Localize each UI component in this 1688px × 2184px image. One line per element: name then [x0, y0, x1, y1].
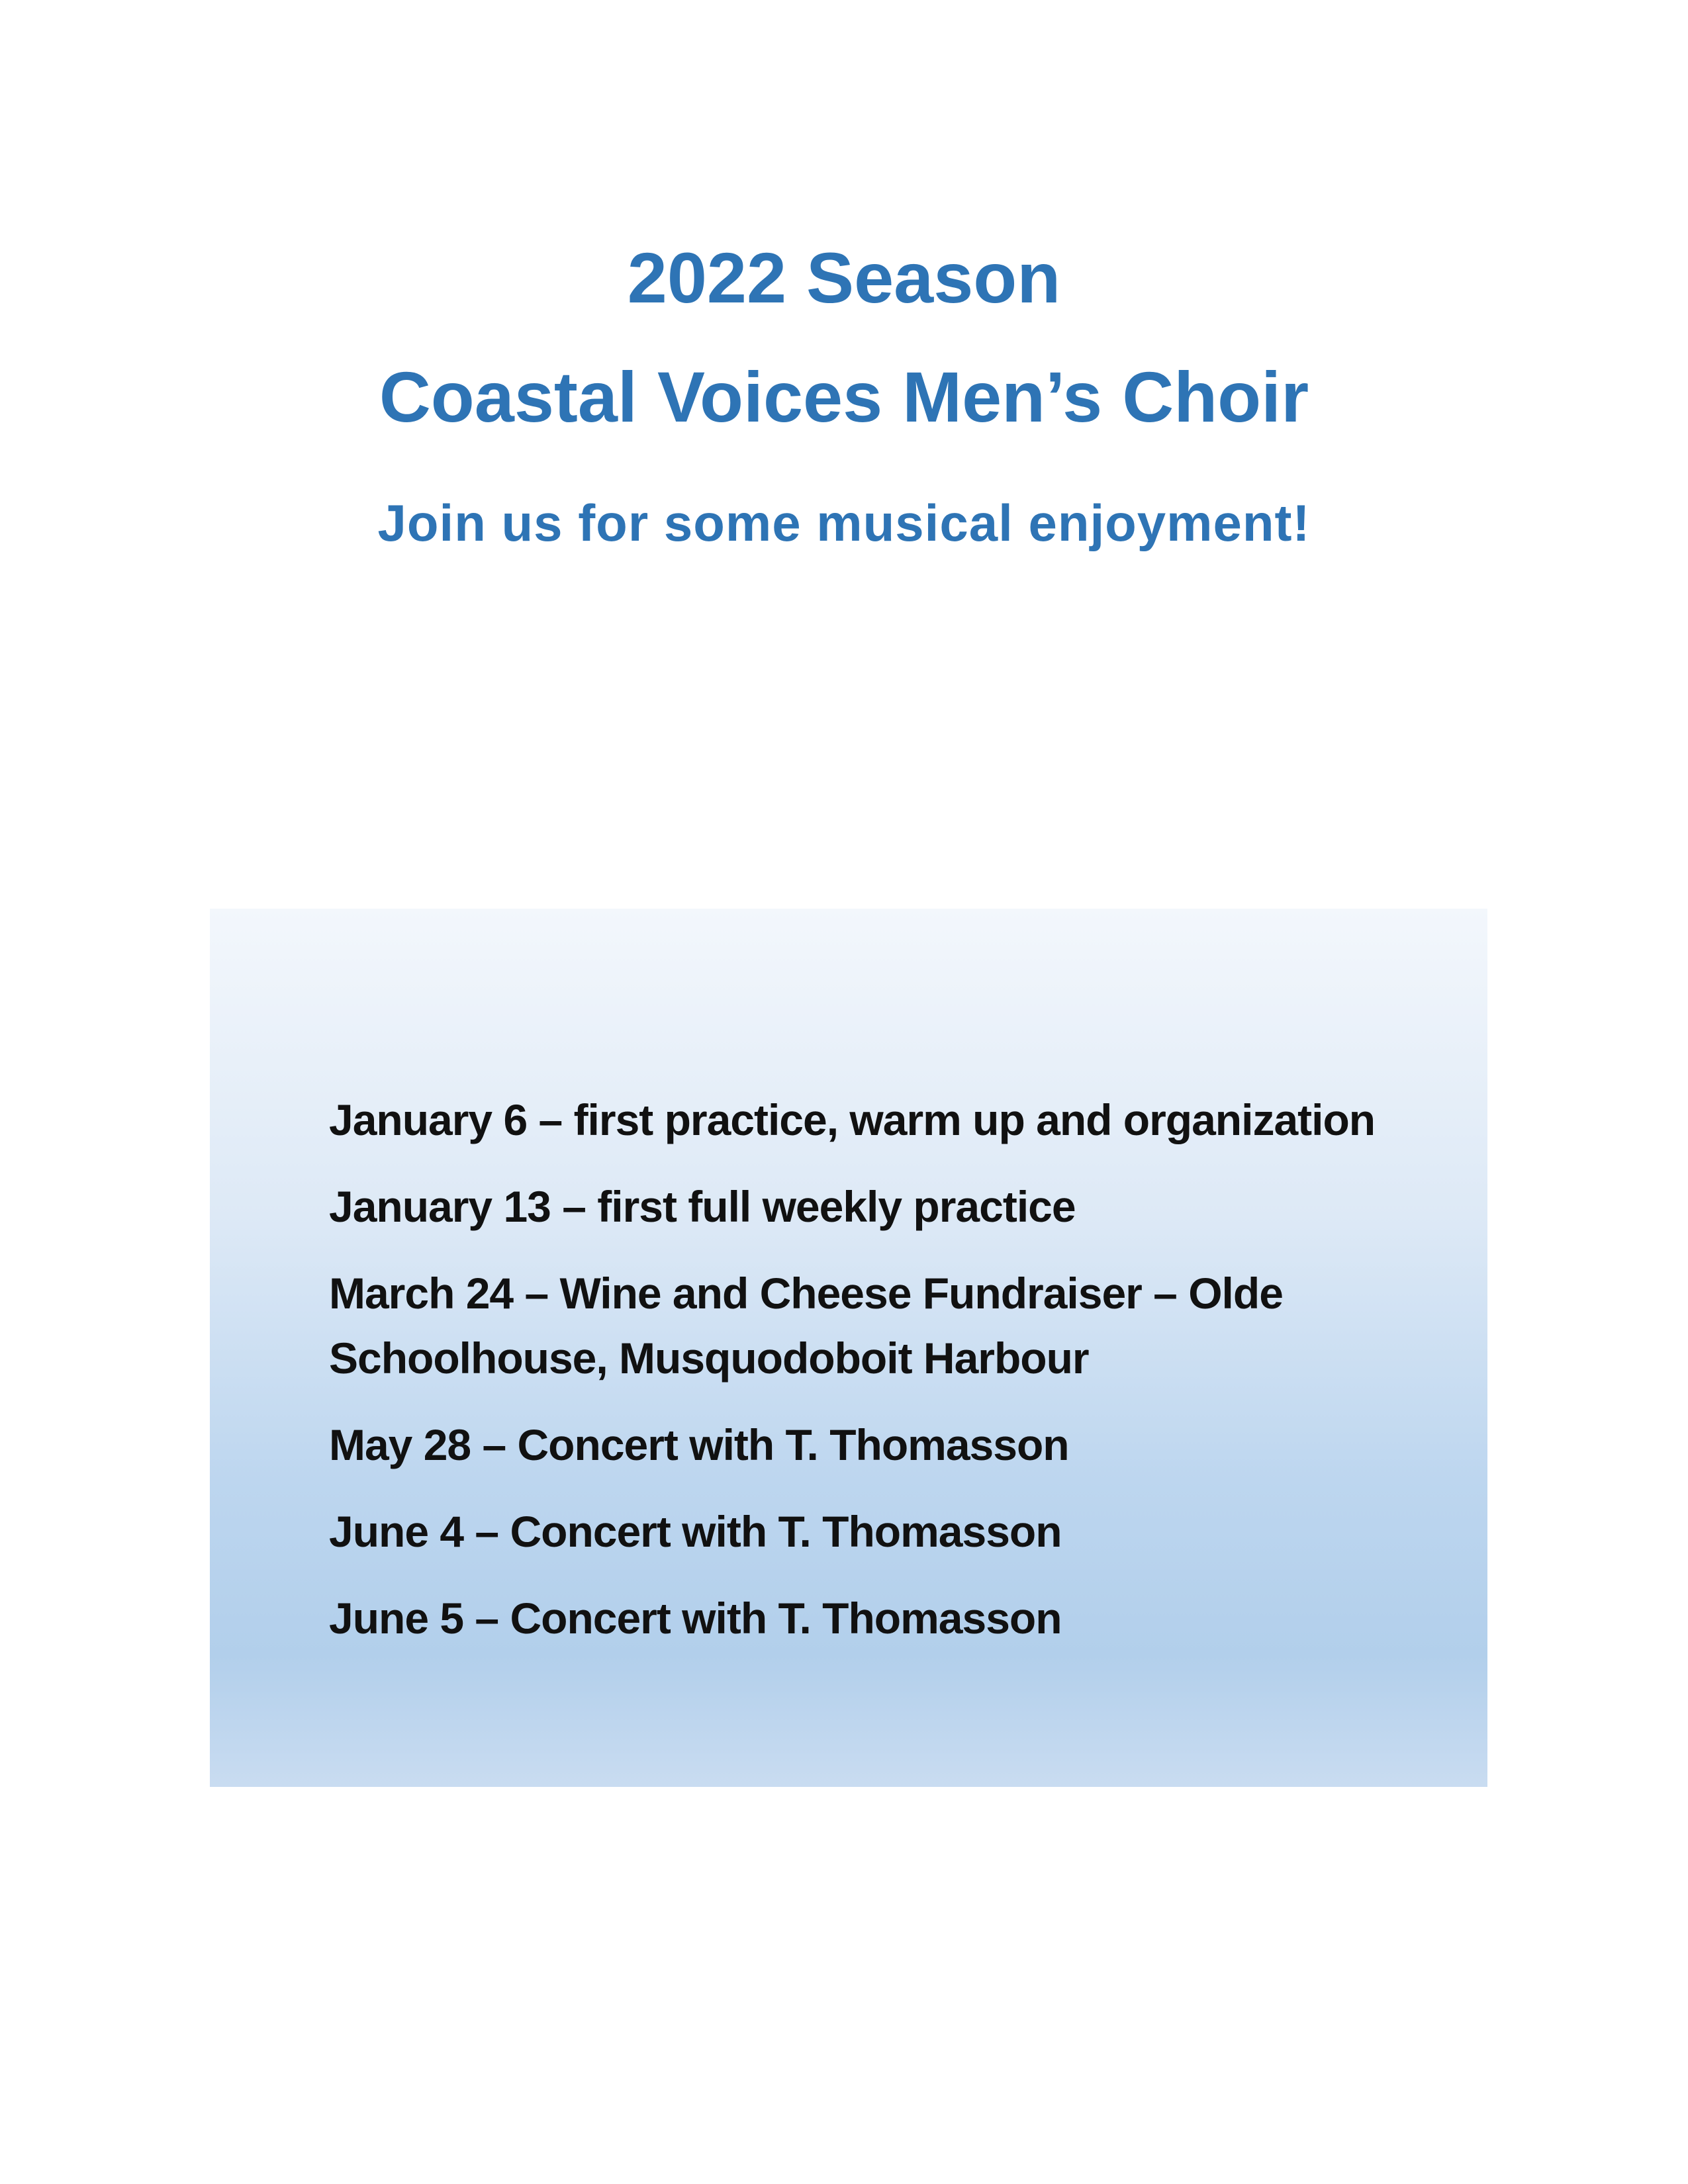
tagline: Join us for some musical enjoyment! — [377, 494, 1311, 552]
schedule-item: June 5 – Concert with T. Thomasson — [329, 1594, 1062, 1643]
schedule-item: June 4 – Concert with T. Thomasson — [329, 1507, 1062, 1556]
schedule-item: January 6 – first practice, warm up and organization — [329, 1095, 1376, 1144]
schedule-item: January 13 – first full weekly practice — [329, 1182, 1076, 1231]
season-title: 2022 Season — [627, 238, 1061, 318]
page-header — [0, 225, 1688, 582]
schedule-item: May 28 – Concert with T. Thomasson — [329, 1420, 1069, 1469]
schedule-item: March 24 – Wine and Cheese Fundraiser – Olde Schoolhouse, Musquodoboit Harbour — [329, 1269, 1283, 1383]
schedule-list — [329, 1087, 1454, 1672]
schedule-box — [210, 909, 1487, 1787]
choir-name: Coastal Voices Men’s Choir — [379, 357, 1309, 437]
